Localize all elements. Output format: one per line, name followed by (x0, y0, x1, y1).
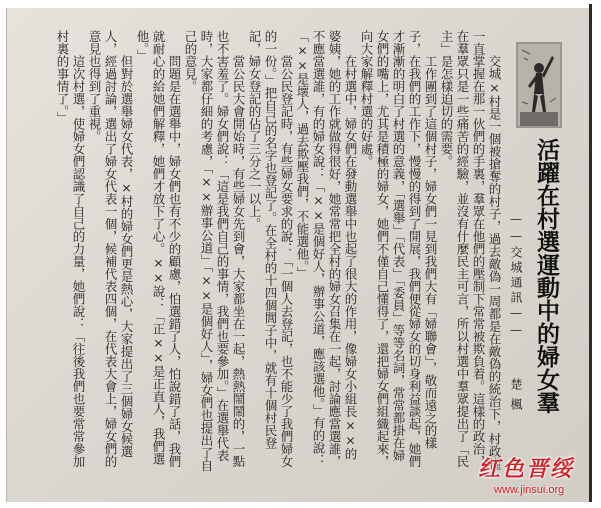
article-body (14, 30, 502, 472)
article-paragraph: 但對於選舉婦女代表，×村的婦女們更是熱心，大家提出了三個婦女候選人，經過討論，選出了婦女代表一個，候補代表四個，在代表大會上，婦女們的意見也得到了重視。 (87, 30, 134, 468)
woodcut-illustration (516, 42, 562, 128)
woodcut-figure-icon (516, 42, 562, 128)
article-paragraph: 交城×村是一個被搶奪的村子，過去敵偽一周都是在敵偽的統治下，村政權一直掌握在那一伙們的手裏，羣眾在他們的壓制下常常被欺負着。這樣的政治，在羣眾只是一些痛苦的經驗，並沒有什麼民主可言，所以村選中羣眾提出了「民主」是怎樣迫切的需要。 (439, 30, 502, 470)
article-paragraph: 當公民登記時，有些婦女要求的說：「一個人去登記，也不能少了我們婦女的一份。」把自己的名字也登記了。在全村的十四個閭子中，就有十個村民登記，婦女登記的佔了三分之一以上。 (247, 30, 294, 468)
article-dateline: ——交城通訊—— (509, 212, 523, 340)
article-paragraph: 當公民大會開始時，有些婦女先到會，大家都坐在一起，熱熱鬧鬧的，一點也不害羞了。婦女們說：「這是我們自己的事情，我們也要參加。」在選舉代表時，大家都仔細的考慮，「××辦事公道」「××是個好人」，婦女們也提出了自己的意見。 (183, 30, 246, 472)
article-paragraph: 工作團到了這個村子，婦女們一見到我們大有「婦聯會」，敬而遠之的樣子，在我們的工作下，慢慢的得到了開展，我們便從婦女的切身利益談起，她們才漸漸的明白了村選的意義，「選舉」「代表」「委員」等等名詞，常常都掛在婦女們的嘴上，尤其是積極的婦女，她們不僅自己懂得了，還把婦女們組織起來，向大家解釋村選的好處。 (359, 30, 438, 468)
article-paragraph: 這次村選，使婦女們認識了自己的力量，她們說：「往後我們也要常常參加村裏的事情了。」 (55, 30, 86, 468)
article-paragraph: 問題是在選舉中，婦女們也有不少的顧慮，怕選錯了人，怕說錯了話，我們就耐心的給她們解釋，她們才放下了心。××說：「正××是正直人，我們選他。」 (135, 30, 182, 468)
article-paragraph: 在村選中，婦女們在發動選舉中也起了很大的作用，像婦女小組長××的婆姨，她的工作就做得很好，她常常把全村的婦女召集在一起，討論應當選誰，不應當選誰，有的婦女說：「××是個好人，辦事公道，應該選他。」有的說：「××是壞人，過去欺壓我們，不能選他。」 (295, 30, 358, 468)
article-title: 活躍在村選運動中的婦女羣 (533, 138, 560, 414)
paper-left-edge (6, 8, 7, 502)
watermark-url: www.jinsui.org (494, 484, 565, 496)
article-author: 楚楓 (509, 378, 523, 418)
paper-right-edge (589, 4, 592, 502)
watermark-logo: 红色晋绥 (478, 456, 575, 482)
